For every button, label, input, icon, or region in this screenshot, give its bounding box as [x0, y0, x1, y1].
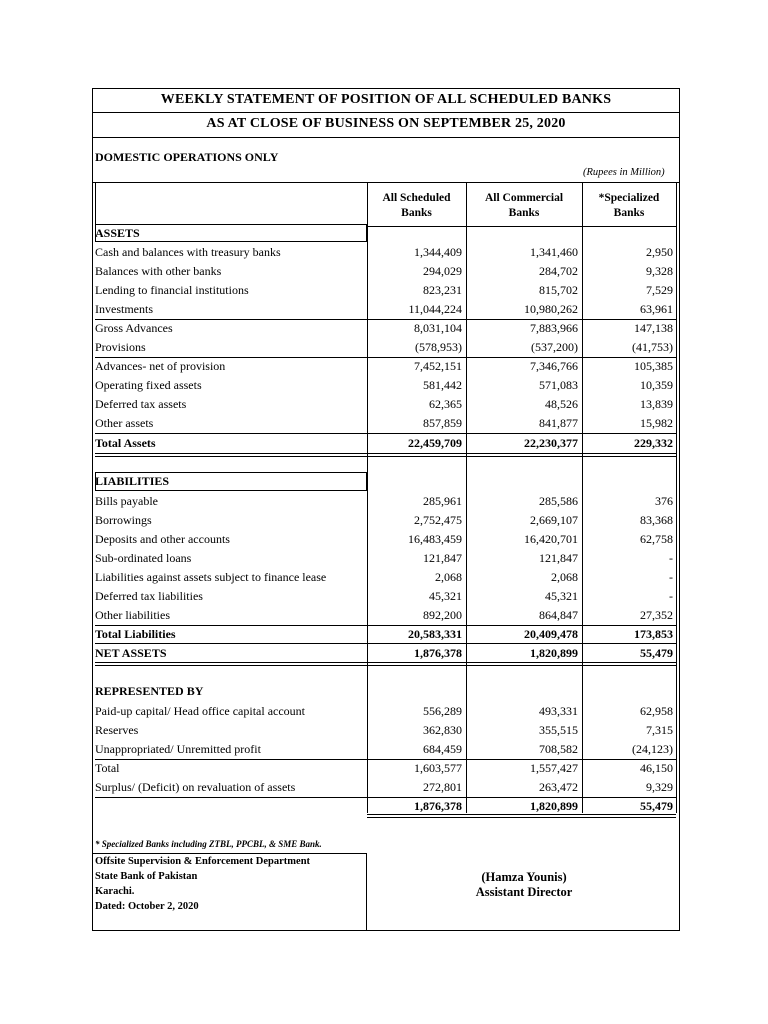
value-all-commercial: 284,702 [539, 264, 578, 278]
value-specialized: 62,958 [640, 704, 673, 718]
row-label: Sub-ordinated loans [95, 551, 192, 565]
value-all-scheduled: 285,961 [423, 494, 462, 508]
value-all-scheduled: 8,031,104 [414, 321, 462, 335]
value-all-commercial: 7,346,766 [530, 359, 578, 373]
col-header-specialized [582, 191, 676, 221]
grid-line [367, 182, 368, 813]
value-all-commercial: 1,341,460 [530, 245, 578, 259]
value-specialized: 9,329 [646, 780, 673, 794]
value-all-commercial: 22,230,377 [524, 436, 578, 450]
value-specialized: 229,332 [634, 436, 673, 450]
value-all-commercial: 10,980,262 [524, 302, 578, 316]
value-specialized: 62,758 [640, 532, 673, 546]
scope-label: DOMESTIC OPERATIONS ONLY [95, 150, 279, 164]
liabilities-heading: LIABILITIES [95, 474, 170, 488]
row-label: Reserves [95, 723, 139, 737]
row-label: Cash and balances with treasury banks [95, 245, 281, 259]
value-all-scheduled: 823,231 [423, 283, 462, 297]
total-top-line [95, 625, 676, 626]
row-label: Unappropriated/ Unremitted profit [95, 742, 261, 756]
col-header-all-commercial [466, 191, 582, 221]
row-label: Deferred tax liabilities [95, 589, 203, 603]
value-all-commercial: 48,526 [545, 397, 578, 411]
value-all-scheduled: 16,483,459 [408, 532, 462, 546]
divider [92, 137, 680, 138]
title-line-2: AS AT CLOSE OF BUSINESS ON SEPTEMBER 25, 2020 [206, 116, 566, 131]
represented-heading: REPRESENTED BY [95, 684, 204, 698]
row-label: Other liabilities [95, 608, 170, 622]
grid-line [582, 182, 583, 813]
value-all-commercial: 815,702 [539, 283, 578, 297]
row-label: Deposits and other accounts [95, 532, 230, 546]
value-all-scheduled: 1,876,378 [414, 799, 462, 813]
value-specialized: 147,138 [634, 321, 673, 335]
row-divider [95, 319, 676, 320]
table-top-line [92, 182, 680, 183]
value-all-scheduled: 362,830 [423, 723, 462, 737]
row-label: Deferred tax assets [95, 397, 187, 411]
row-label: Provisions [95, 340, 146, 354]
value-specialized: 13,839 [640, 397, 673, 411]
value-all-commercial: 20,409,478 [524, 627, 578, 641]
value-all-commercial: 708,582 [539, 742, 578, 756]
value-all-commercial: 1,820,899 [530, 799, 578, 813]
header-bottom-line [367, 226, 676, 227]
value-specialized: 27,352 [640, 608, 673, 622]
value-all-scheduled: 2,068 [435, 570, 462, 584]
assets-heading: ASSETS [95, 226, 140, 240]
value-specialized: 63,961 [640, 302, 673, 316]
title-line-1: WEEKLY STATEMENT OF POSITION OF ALL SCHEDULED BANKS [160, 92, 612, 107]
value-specialized: 15,982 [640, 416, 673, 430]
value-specialized: 173,853 [634, 627, 673, 641]
value-all-commercial: 7,883,966 [530, 321, 578, 335]
value-all-scheduled: 1,344,409 [414, 245, 462, 259]
value-all-scheduled: 121,847 [423, 551, 462, 565]
value-all-commercial: 493,331 [539, 704, 578, 718]
value-all-scheduled: 62,365 [429, 397, 462, 411]
signatory-name: (Hamza Younis) [481, 870, 567, 884]
value-specialized: 9,328 [646, 264, 673, 278]
signatory-title: Assistant Director [475, 885, 573, 899]
value-specialized: (41,753) [632, 340, 673, 354]
row-label: Liabilities against assets subject to finance lease [95, 570, 327, 584]
value-specialized: 83,368 [640, 513, 673, 527]
value-specialized: - [669, 551, 673, 565]
value-all-commercial: (537,200) [531, 340, 578, 354]
value-all-scheduled: 684,459 [423, 742, 462, 756]
value-all-scheduled: 892,200 [423, 608, 462, 622]
value-all-commercial: 2,669,107 [530, 513, 578, 527]
row-label: Investments [95, 302, 153, 316]
value-specialized: 46,150 [640, 761, 673, 775]
col-header-line: All Scheduled [382, 192, 451, 204]
row-label: Operating fixed assets [95, 378, 202, 392]
col-header-line: Banks [613, 207, 645, 219]
value-specialized: - [669, 589, 673, 603]
value-all-scheduled: 22,459,709 [408, 436, 462, 450]
total-bottom-double-line [95, 453, 676, 457]
value-all-commercial: 841,877 [539, 416, 578, 430]
value-all-scheduled: 294,029 [423, 264, 462, 278]
value-all-commercial: 355,515 [539, 723, 578, 737]
value-all-scheduled: 272,801 [423, 780, 462, 794]
col-header-line: Banks [508, 207, 540, 219]
row-label: Surplus/ (Deficit) on revaluation of assets [95, 780, 296, 794]
col-header-line: All Commercial [484, 192, 564, 204]
row-label: Gross Advances [95, 321, 173, 335]
value-all-commercial: 864,847 [539, 608, 578, 622]
units-note: (Rupees in Million) [583, 167, 665, 178]
total-top-line [95, 433, 676, 434]
value-all-scheduled: 1,876,378 [414, 646, 462, 660]
grid-line [676, 182, 677, 813]
value-all-commercial: 1,557,427 [530, 761, 578, 775]
row-label: Bills payable [95, 494, 158, 508]
value-all-commercial: 263,472 [539, 780, 578, 794]
value-all-scheduled: 581,442 [423, 378, 462, 392]
value-all-scheduled: 857,859 [423, 416, 462, 430]
row-divider [95, 643, 676, 644]
value-all-commercial: 16,420,701 [524, 532, 578, 546]
value-specialized: 7,315 [646, 723, 673, 737]
grid-line [466, 182, 467, 813]
value-specialized: - [669, 570, 673, 584]
value-specialized: 10,359 [640, 378, 673, 392]
value-specialized: 376 [655, 494, 673, 508]
row-divider [95, 357, 676, 358]
value-all-scheduled: 7,452,151 [414, 359, 462, 373]
row-label: Lending to financial institutions [95, 283, 249, 297]
value-all-scheduled: 20,583,331 [408, 627, 462, 641]
value-all-commercial: 571,083 [539, 378, 578, 392]
row-label: Total Assets [95, 436, 156, 450]
value-all-scheduled: 11,044,224 [408, 302, 462, 316]
value-all-commercial: 285,586 [539, 494, 578, 508]
divider [92, 112, 680, 113]
col-header-all-scheduled [367, 191, 466, 221]
total-bottom-double-line [95, 662, 676, 666]
row-label: Advances- net of provision [95, 359, 226, 373]
value-all-scheduled: 1,603,577 [414, 761, 462, 775]
value-specialized: 105,385 [634, 359, 673, 373]
value-all-scheduled: 556,289 [423, 704, 462, 718]
row-label: Borrowings [95, 513, 152, 527]
row-label: Paid-up capital/ Head office capital account [95, 704, 306, 718]
value-all-scheduled: 45,321 [429, 589, 462, 603]
total-bottom-double-line [367, 814, 676, 818]
office-line-1: Offsite Supervision & Enforcement Department [95, 856, 311, 867]
value-specialized: (24,123) [632, 742, 673, 756]
col-header-line: *Specialized [598, 192, 660, 204]
value-all-commercial: 2,068 [551, 570, 578, 584]
value-specialized: 55,479 [640, 799, 673, 813]
row-label: Balances with other banks [95, 264, 222, 278]
value-all-scheduled: 2,752,475 [414, 513, 462, 527]
value-all-commercial: 45,321 [545, 589, 578, 603]
office-line-2: State Bank of Pakistan [95, 871, 198, 882]
row-label: NET ASSETS [95, 646, 167, 660]
row-label: Other assets [95, 416, 154, 430]
row-label: Total Liabilities [95, 627, 176, 641]
office-line-4: Dated: October 2, 2020 [95, 901, 199, 912]
footnote: * Specialized Banks including ZTBL, PPCBL, & SME Bank. [95, 839, 322, 849]
value-all-commercial: 121,847 [539, 551, 578, 565]
value-specialized: 2,950 [646, 245, 673, 259]
row-label: Total [95, 761, 120, 775]
value-specialized: 55,479 [640, 646, 673, 660]
office-line-3: Karachi. [95, 886, 135, 897]
col-header-line: Banks [401, 207, 432, 219]
row-divider [95, 759, 676, 760]
value-all-scheduled: (578,953) [415, 340, 462, 354]
value-specialized: 7,529 [646, 283, 673, 297]
value-all-commercial: 1,820,899 [530, 646, 578, 660]
total-top-line [95, 797, 676, 798]
